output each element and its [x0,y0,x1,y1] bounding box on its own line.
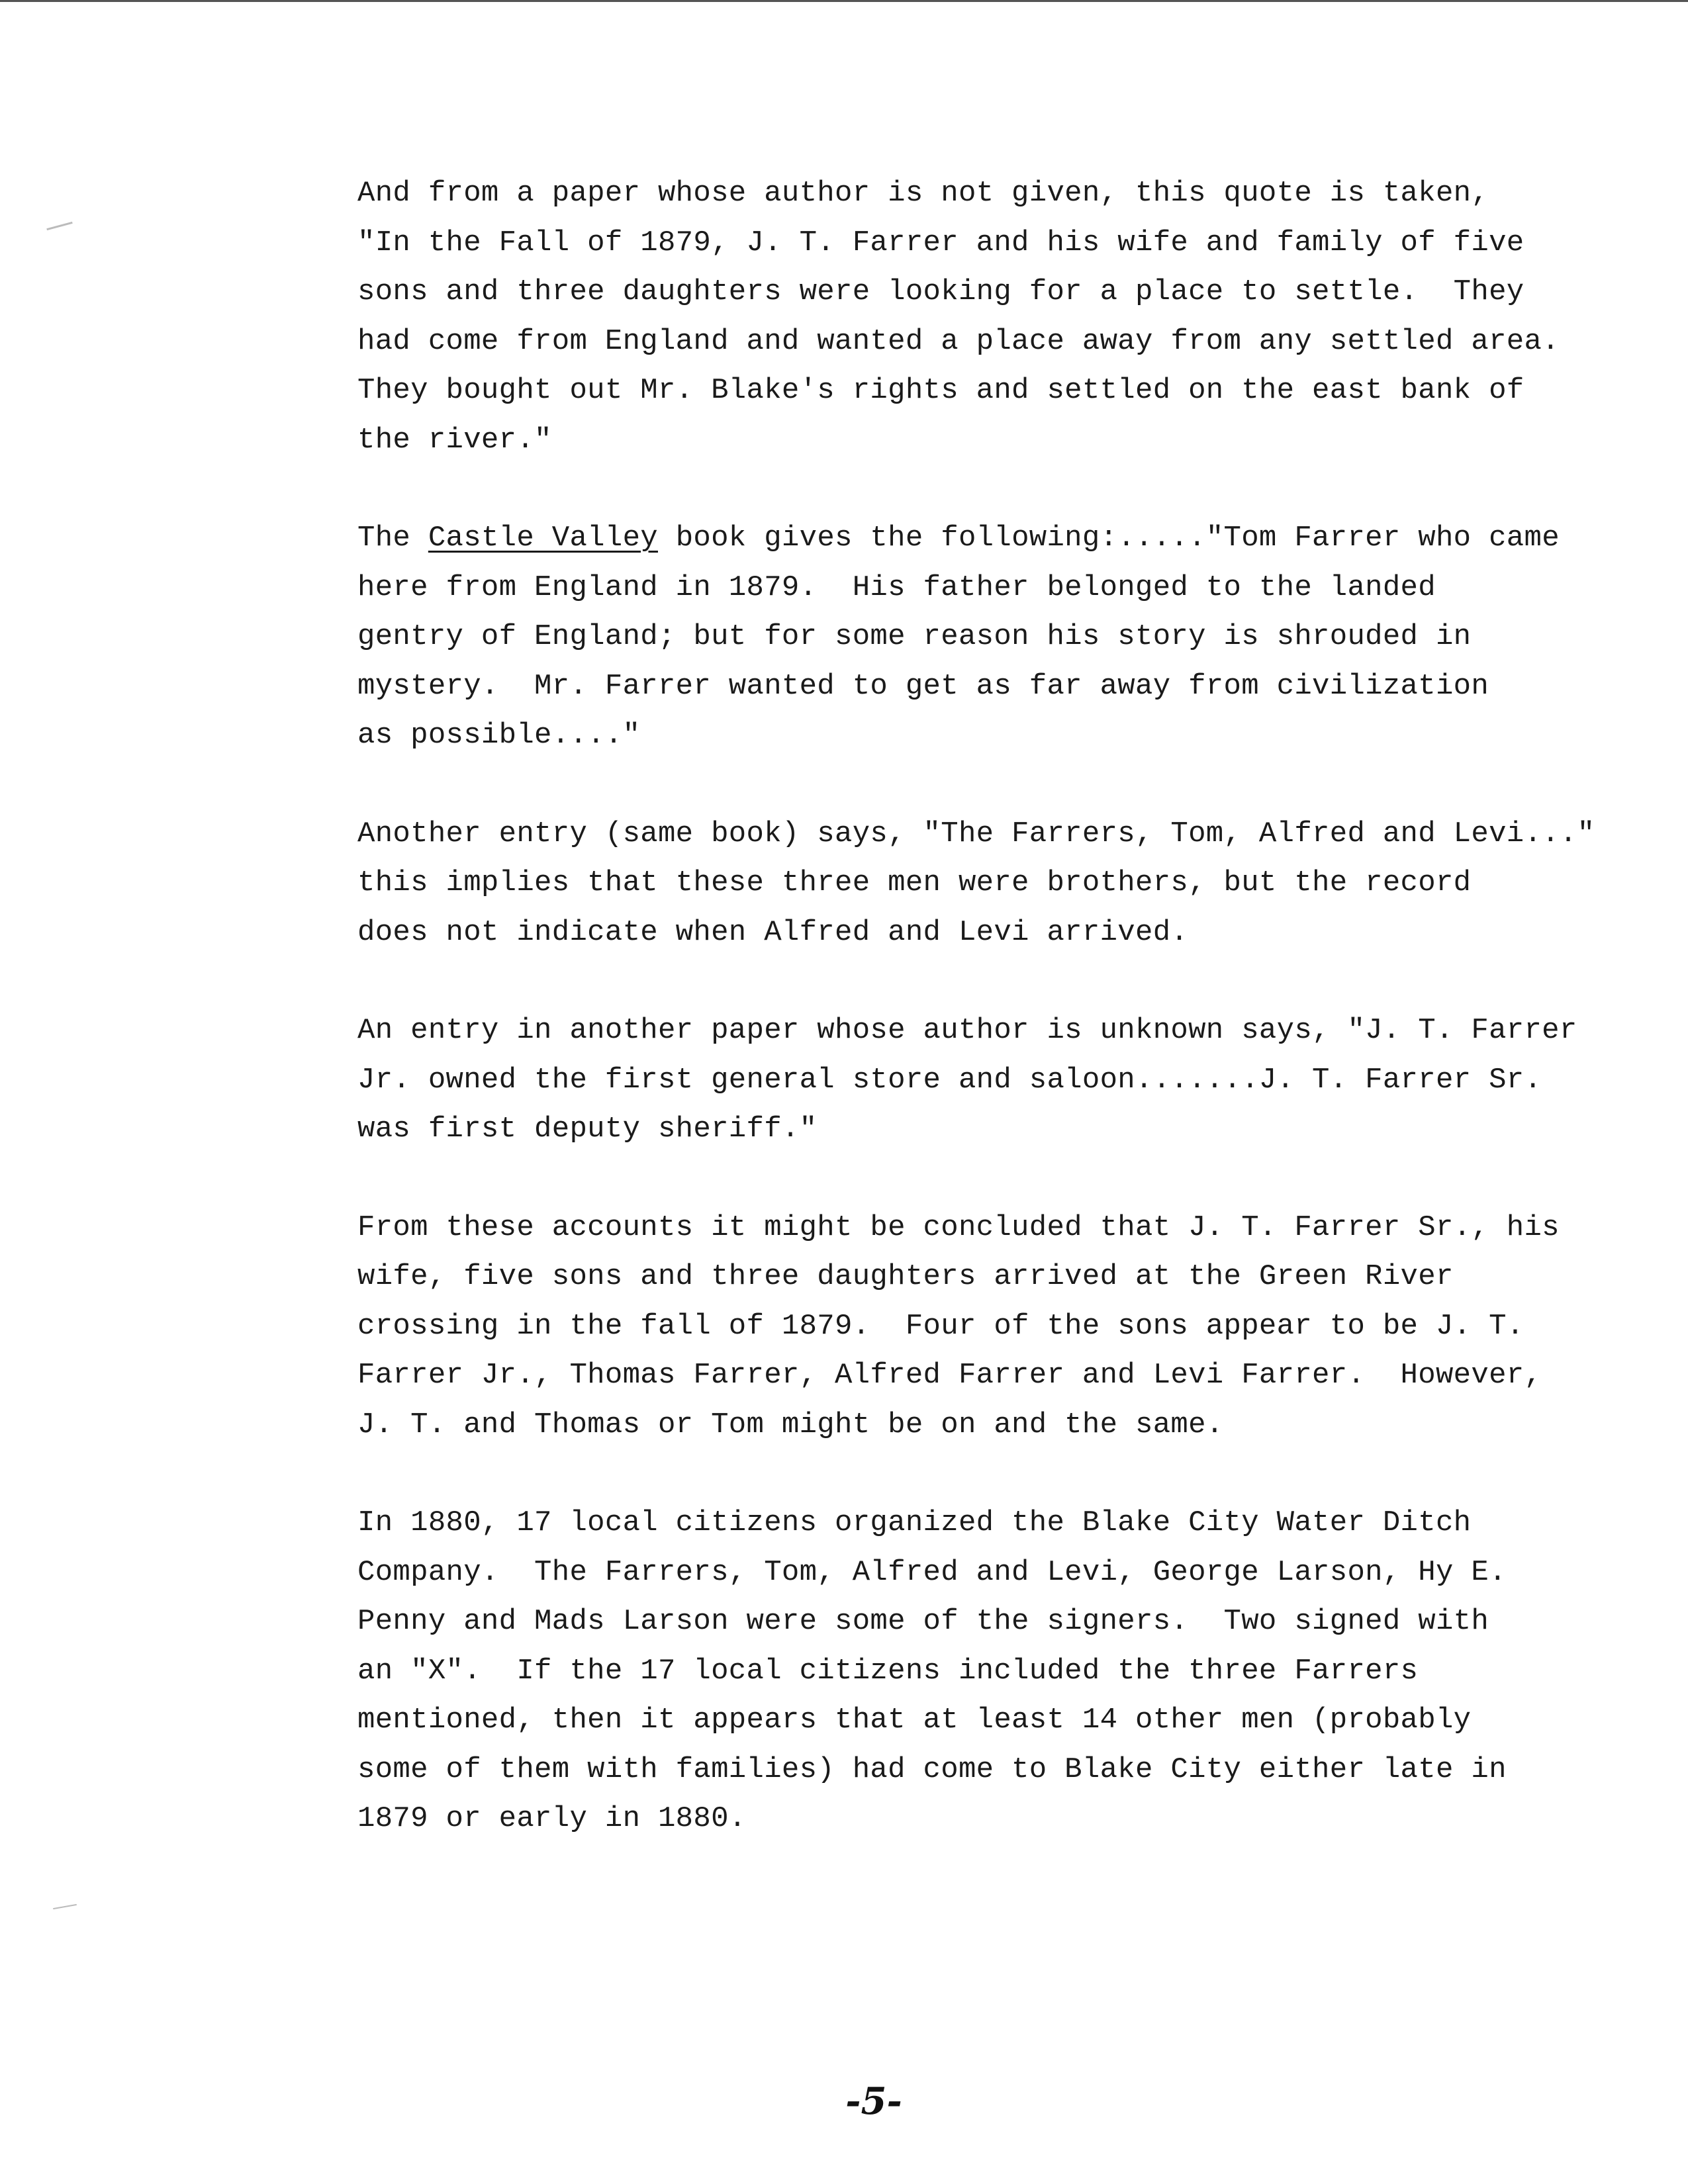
text-line: here from England in 1879. His father belonged to the landed [357,570,1436,604]
text-line: was first deputy sheriff." [357,1113,818,1146]
text-line: J. T. and Thomas or Tom might be on and the same. [357,1408,1224,1441]
text-line: From these accounts it might be concluded that J. T. Farrer Sr., his [357,1210,1560,1244]
text-line: "In the Fall of 1879, J. T. Farrer and his wife and family of five [357,226,1524,259]
text-line: Jr. owned the first general store and saloon.......J. T. Farrer Sr. [357,1063,1542,1097]
text-line: does not indicate when Alfred and Levi arrived. [357,915,1189,949]
paragraph-water-ditch-company [357,1498,1549,1844]
document-body [357,169,1595,1893]
text-line: wife, five sons and three daughters arrived at the Green River [357,1260,1454,1293]
paragraph-general-store [357,1006,1577,1154]
paragraph-another-entry [357,809,1595,958]
scan-mark [46,222,72,230]
text-line: An entry in another paper whose author is unknown says, "J. T. Farrer [357,1014,1577,1047]
text-segment: The [357,522,428,555]
text-line: gentry of England; but for some reason his story is shrouded in [357,620,1472,653]
text-line: Penny and Mads Larson were some of the signers. Two signed with [357,1605,1489,1638]
page-top-edge [0,0,1688,2]
text-line: 1879 or early in 1880. [357,1802,747,1835]
text-line: as possible...." [357,719,641,752]
text-line: the river." [357,423,552,457]
text-line: some of them with families) had come to Blake City either late in [357,1752,1507,1786]
scan-mark [53,1904,77,1909]
text-line: They bought out Mr. Blake's rights and settled on the east bank of [357,374,1524,407]
text-line: Farrer Jr., Thomas Farrer, Alfred Farrer and Levi Farrer. However, [357,1359,1542,1392]
paragraph-unknown-author-quote [357,169,1560,465]
text-line: this implies that these three men were brothers, but the record [357,866,1472,899]
book-title: Castle Valley [428,522,658,555]
text-line: mystery. Mr. Farrer wanted to get as far away from civilization [357,669,1489,703]
text-line: Company. The Farrers, Tom, Alfred and Levi, George Larson, Hy E. [357,1555,1507,1589]
page-number: -5- [845,2079,902,2123]
text-line: sons and three daughters were looking for a place to settle. They [357,275,1524,308]
paragraph-castle-valley [357,514,1560,760]
text-line: In 1880, 17 local citizens organized the Blake City Water Ditch [357,1506,1472,1539]
text-line: had come from England and wanted a place away from any settled area. [357,324,1560,358]
text-segment: book gives the following:....."Tom Farrer who came [657,522,1560,555]
paragraph-conclusion [357,1203,1560,1450]
text-line: mentioned, then it appears that at least 14 other men (probably [357,1704,1472,1737]
text-line [357,514,1560,563]
text-line: crossing in the fall of 1879. Four of the sons appear to be J. T. [357,1309,1524,1343]
text-line: Another entry (same book) says, "The Farrers, Tom, Alfred and Levi..." [357,817,1595,850]
text-line: an "X". If the 17 local citizens included the three Farrers [357,1654,1419,1688]
text-line: And from a paper whose author is not given, this quote is taken, [357,177,1489,210]
